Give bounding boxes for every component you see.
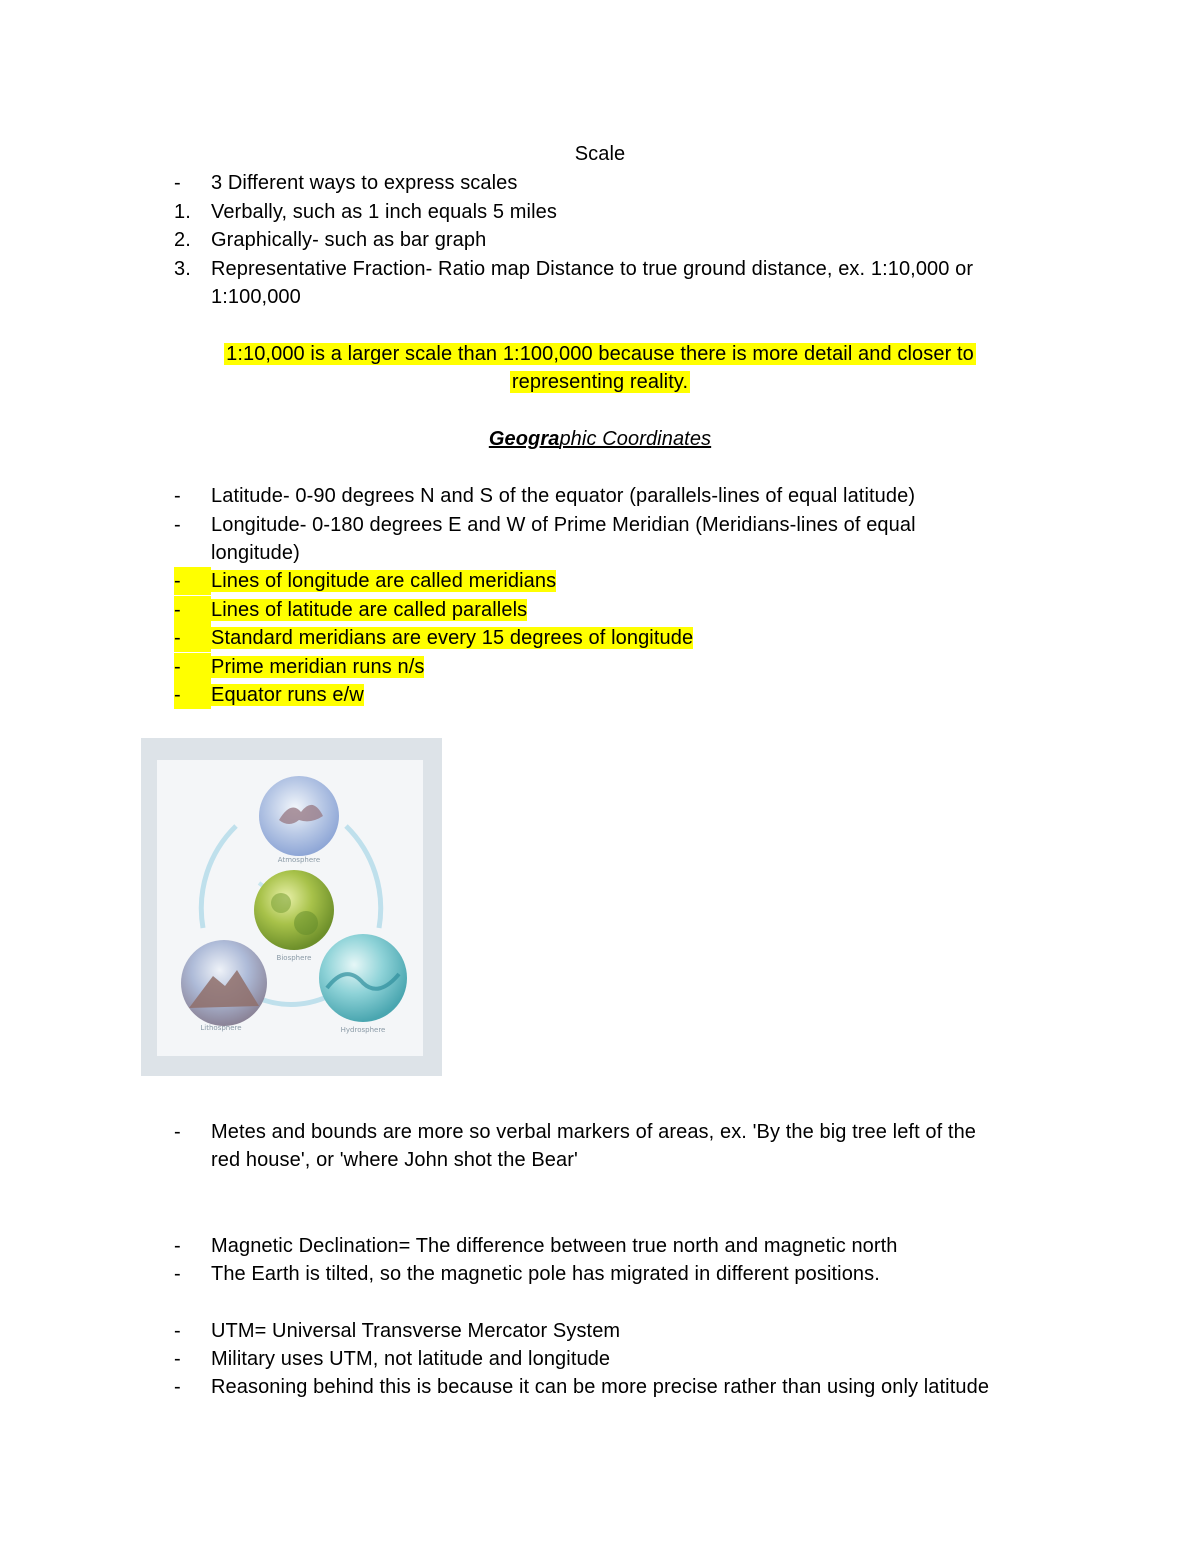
highlight-item-text: Lines of longitude are called meridians bbox=[211, 570, 557, 592]
list-item: Representative Fraction- Ratio map Distance to true ground distance, ex. 1:10,000 or bbox=[211, 258, 974, 280]
list-number: 1. bbox=[174, 201, 191, 223]
highlight-note bbox=[0, 368, 1200, 396]
list-item: UTM= Universal Transverse Mercator System bbox=[211, 1320, 621, 1342]
list-item-continued: red house', or 'where John shot the Bear' bbox=[211, 1149, 578, 1171]
bullet-dash: - bbox=[174, 1348, 181, 1370]
highlight-item bbox=[174, 681, 364, 709]
bullet-dash: - bbox=[174, 1121, 181, 1143]
highlight-item bbox=[174, 653, 424, 681]
bullet-dash: - bbox=[174, 1376, 181, 1398]
bullet-dash: - bbox=[174, 567, 211, 595]
biosphere-label: Biosphere bbox=[276, 954, 312, 962]
list-number: 3. bbox=[174, 258, 191, 280]
bullet-dash: - bbox=[174, 485, 181, 507]
bullet-dash: - bbox=[174, 681, 211, 709]
highlight-item-text: Lines of latitude are called parallels bbox=[211, 599, 528, 621]
list-item: Reasoning behind this is because it can be more precise rather than using only latitude bbox=[211, 1376, 990, 1398]
bullet-dash: - bbox=[174, 514, 181, 536]
list-number: 2. bbox=[174, 229, 191, 251]
lithosphere-sphere bbox=[181, 940, 267, 1026]
bullet-dash: - bbox=[174, 596, 211, 624]
list-item: Graphically- such as bar graph bbox=[211, 229, 487, 251]
highlight-note bbox=[0, 340, 1200, 368]
list-item-continued: 1:100,000 bbox=[211, 286, 301, 308]
atmosphere-label: Atmosphere bbox=[277, 856, 321, 864]
hydrosphere-label: Hydrosphere bbox=[340, 1026, 386, 1034]
bullet-dash: - bbox=[174, 172, 181, 194]
earth-spheres-illustration bbox=[141, 738, 442, 1076]
list-item-continued: longitude) bbox=[211, 542, 300, 564]
highlight-item bbox=[174, 567, 556, 595]
list-item: Latitude- 0-90 degrees N and S of the equator (parallels-lines of equal latitude) bbox=[211, 485, 916, 507]
list-item: Verbally, such as 1 inch equals 5 miles bbox=[211, 201, 557, 223]
highlight-item-text: Equator runs e/w bbox=[211, 684, 364, 706]
highlight-item-text: Prime meridian runs n/s bbox=[211, 656, 425, 678]
bullet-dash: - bbox=[174, 1235, 181, 1257]
biosphere-sphere bbox=[254, 870, 334, 950]
list-item: Magnetic Declination= The difference between true north and magnetic north bbox=[211, 1235, 898, 1257]
list-item: Longitude- 0-180 degrees E and W of Prime Meridian (Meridians-lines of equal bbox=[211, 514, 916, 536]
scale-intro: 3 Different ways to express scales bbox=[211, 172, 518, 194]
earth-spheres-photo bbox=[141, 738, 442, 1076]
highlight-item-text: Standard meridians are every 15 degrees of longitude bbox=[211, 627, 694, 649]
bullet-dash: - bbox=[174, 1263, 181, 1285]
list-item: The Earth is tilted, so the magnetic pole has migrated in different positions. bbox=[211, 1263, 880, 1285]
bullet-dash: - bbox=[174, 624, 211, 652]
heading-bold-part: Geogra bbox=[488, 428, 560, 450]
lithosphere-label: Lithosphere bbox=[200, 1024, 242, 1032]
highlight-item bbox=[174, 624, 693, 652]
bullet-dash: - bbox=[174, 653, 211, 681]
bullet-dash: - bbox=[174, 1320, 181, 1342]
list-item: Military uses UTM, not latitude and longitude bbox=[211, 1348, 611, 1370]
page-title: Scale bbox=[574, 143, 626, 165]
highlight-item bbox=[174, 596, 527, 624]
heading-rest: phic Coordinates bbox=[559, 428, 712, 450]
list-item: Metes and bounds are more so verbal markers of areas, ex. 'By the big tree left of the bbox=[211, 1121, 977, 1143]
highlight-note-line2: representing reality. bbox=[511, 371, 689, 393]
section-heading bbox=[0, 425, 1200, 453]
highlight-note-line1: 1:10,000 is a larger scale than 1:100,000 because there is more detail and closer to bbox=[226, 343, 974, 365]
